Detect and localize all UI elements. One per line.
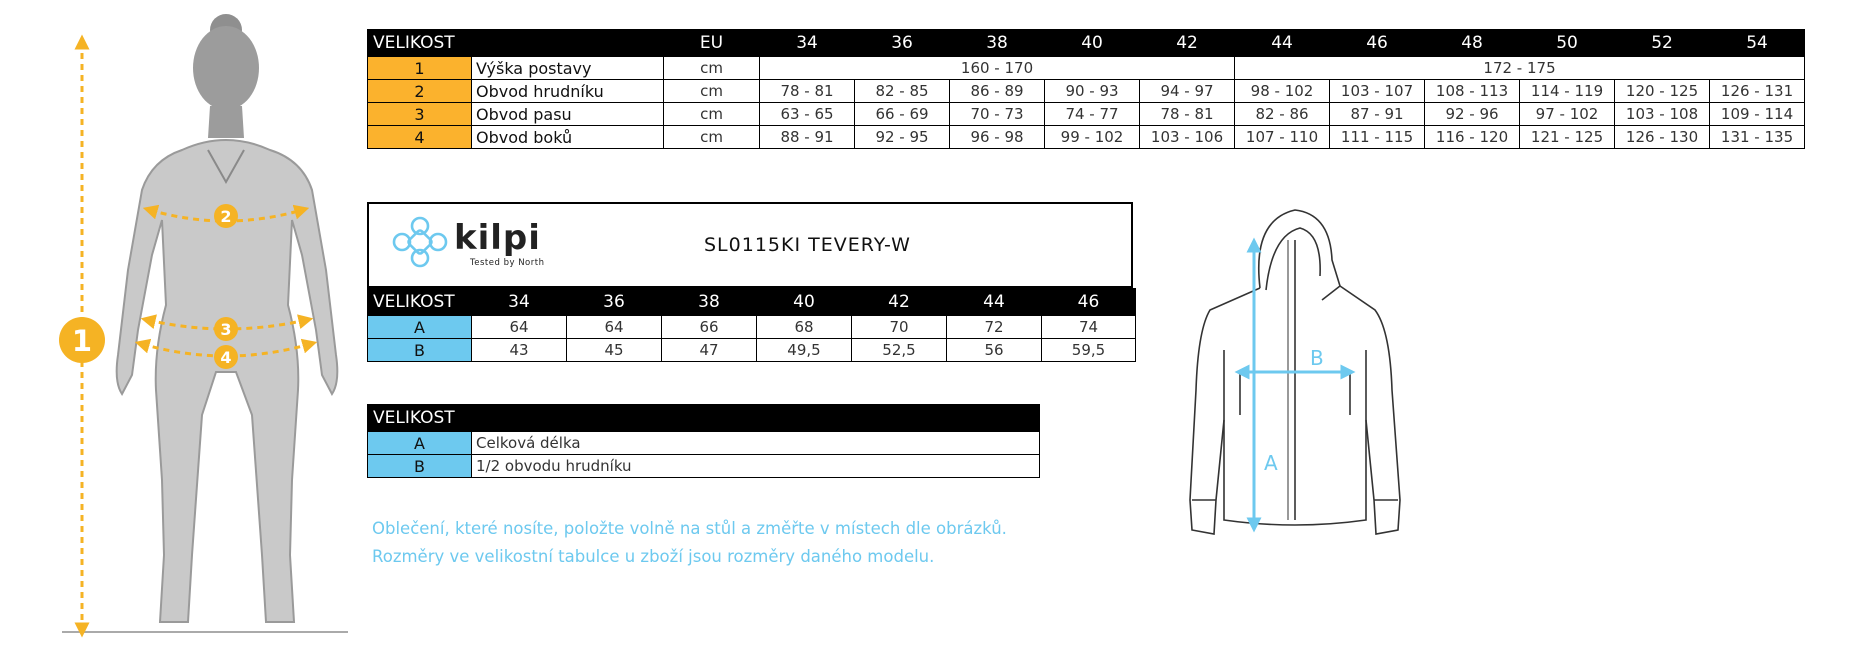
legend-description: 1/2 obvodu hrudníku <box>472 455 1040 478</box>
row-number: 4 <box>368 126 472 149</box>
table-cell: 126 - 131 <box>1710 80 1805 103</box>
table-cell: 49,5 <box>757 339 852 362</box>
table-cell: 92 - 96 <box>1425 103 1520 126</box>
table-cell: 66 <box>662 316 757 339</box>
row-label: B <box>368 455 472 478</box>
table-cell: 108 - 113 <box>1425 80 1520 103</box>
table-cell: 68 <box>757 316 852 339</box>
table-cell: 63 - 65 <box>760 103 855 126</box>
table-cell: 98 - 102 <box>1235 80 1330 103</box>
legend-table-header <box>368 405 1040 432</box>
table-cell: 103 - 106 <box>1140 126 1235 149</box>
row-name: Obvod boků <box>472 126 664 149</box>
table-row <box>368 126 1805 149</box>
row-label: A <box>368 432 472 455</box>
legend-description: Celková délka <box>472 432 1040 455</box>
table-cell: 52,5 <box>852 339 947 362</box>
measurement-note: Oblečení, které nosíte, položte volně na stůl a změřte v místech dle obrázků. <box>372 519 1007 538</box>
table-row <box>368 455 1040 478</box>
header-blank <box>662 405 757 432</box>
table-cell: 70 - 73 <box>950 103 1045 126</box>
header-size: 46 <box>1330 30 1425 57</box>
height-marker-label: 1 <box>71 324 93 358</box>
header-size: 40 <box>757 289 852 316</box>
header-size: 38 <box>950 30 1045 57</box>
header-blank <box>567 405 662 432</box>
table-cell: 114 - 119 <box>1520 80 1615 103</box>
table-row <box>368 103 1805 126</box>
row-unit: cm <box>664 103 760 126</box>
table-cell: 94 - 97 <box>1140 80 1235 103</box>
header-size: 36 <box>567 289 662 316</box>
row-unit: cm <box>664 126 760 149</box>
size-table-header <box>368 30 1805 57</box>
header-size: 44 <box>1235 30 1330 57</box>
header-velikost: VELIKOST <box>368 405 472 432</box>
brand-name: kilpi <box>454 218 541 258</box>
table-cell: 111 - 115 <box>1330 126 1425 149</box>
table-cell: 74 <box>1042 316 1136 339</box>
header-size: 36 <box>855 30 950 57</box>
header-size: 42 <box>1140 30 1235 57</box>
table-cell: 109 - 114 <box>1710 103 1805 126</box>
measure-a-label: A <box>1264 451 1278 475</box>
table-cell: 78 - 81 <box>760 80 855 103</box>
header-size: 40 <box>1045 30 1140 57</box>
table-cell: 56 <box>947 339 1042 362</box>
table-row <box>368 339 1136 362</box>
row-unit: cm <box>664 57 760 80</box>
table-cell: 126 - 130 <box>1615 126 1710 149</box>
table-cell: 131 - 135 <box>1710 126 1805 149</box>
table-cell: 43 <box>472 339 567 362</box>
row-name: Obvod hrudníku <box>472 80 664 103</box>
chest-marker-label: 2 <box>220 207 232 226</box>
table-cell: 121 - 125 <box>1520 126 1615 149</box>
header-velikost: VELIKOST <box>368 289 472 316</box>
table-cell: 45 <box>567 339 662 362</box>
hips-marker-label: 4 <box>220 348 232 367</box>
table-cell: 99 - 102 <box>1045 126 1140 149</box>
row-name: Obvod pasu <box>472 103 664 126</box>
body-measurement-figure <box>40 10 370 645</box>
table-row <box>368 432 1040 455</box>
row-name: Výška postavy <box>472 57 664 80</box>
legend-table <box>367 404 1040 478</box>
header-eu: EU <box>664 30 760 57</box>
header-blank <box>757 405 852 432</box>
header-blank <box>472 405 567 432</box>
table-cell: 97 - 102 <box>1520 103 1615 126</box>
row-unit: cm <box>664 80 760 103</box>
table-cell: 72 <box>947 316 1042 339</box>
row-number: 1 <box>368 57 472 80</box>
header-size: 46 <box>1042 289 1136 316</box>
waist-marker-label: 3 <box>220 320 232 339</box>
row-label: A <box>368 316 472 339</box>
product-size-table <box>367 288 1136 362</box>
table-row <box>368 80 1805 103</box>
table-cell: 160 - 170 <box>760 57 1235 80</box>
table-cell: 103 - 108 <box>1615 103 1710 126</box>
table-cell: 70 <box>852 316 947 339</box>
row-number: 2 <box>368 80 472 103</box>
jacket-diagram <box>1180 200 1410 545</box>
size-table <box>367 29 1805 149</box>
table-cell: 64 <box>567 316 662 339</box>
table-cell: 74 - 77 <box>1045 103 1140 126</box>
table-cell: 82 - 85 <box>855 80 950 103</box>
header-size: 48 <box>1425 30 1520 57</box>
table-cell: 86 - 89 <box>950 80 1045 103</box>
measurement-note: Rozměry ve velikostní tabulce u zboží jsou rozměry daného modelu. <box>372 547 935 566</box>
table-cell: 92 - 95 <box>855 126 950 149</box>
table-row <box>368 316 1136 339</box>
header-size: 42 <box>852 289 947 316</box>
kilpi-logo-knot-icon <box>389 214 451 270</box>
header-blank <box>947 405 1040 432</box>
table-cell: 107 - 110 <box>1235 126 1330 149</box>
measure-b-label: B <box>1310 346 1324 370</box>
table-cell: 78 - 81 <box>1140 103 1235 126</box>
row-number: 3 <box>368 103 472 126</box>
brand-tagline: Tested by North <box>470 258 545 268</box>
table-cell: 103 - 107 <box>1330 80 1425 103</box>
table-cell: 90 - 93 <box>1045 80 1140 103</box>
table-cell: 120 - 125 <box>1615 80 1710 103</box>
table-cell: 96 - 98 <box>950 126 1045 149</box>
table-cell: 88 - 91 <box>760 126 855 149</box>
header-size: 38 <box>662 289 757 316</box>
header-size: 34 <box>472 289 567 316</box>
row-label: B <box>368 339 472 362</box>
table-cell: 82 - 86 <box>1235 103 1330 126</box>
product-title: SL0115KI TEVERY-W <box>704 234 911 256</box>
product-header-box <box>367 202 1133 288</box>
table-cell: 66 - 69 <box>855 103 950 126</box>
header-size: 54 <box>1710 30 1805 57</box>
table-cell: 116 - 120 <box>1425 126 1520 149</box>
table-cell: 47 <box>662 339 757 362</box>
product-table-header <box>368 289 1136 316</box>
header-velikost: VELIKOST <box>368 30 664 57</box>
header-size: 34 <box>760 30 855 57</box>
header-blank <box>852 405 947 432</box>
table-cell: 172 - 175 <box>1235 57 1805 80</box>
table-cell: 59,5 <box>1042 339 1136 362</box>
table-cell: 64 <box>472 316 567 339</box>
table-cell: 87 - 91 <box>1330 103 1425 126</box>
header-size: 50 <box>1520 30 1615 57</box>
header-size: 44 <box>947 289 1042 316</box>
header-size: 52 <box>1615 30 1710 57</box>
table-row <box>368 57 1805 80</box>
